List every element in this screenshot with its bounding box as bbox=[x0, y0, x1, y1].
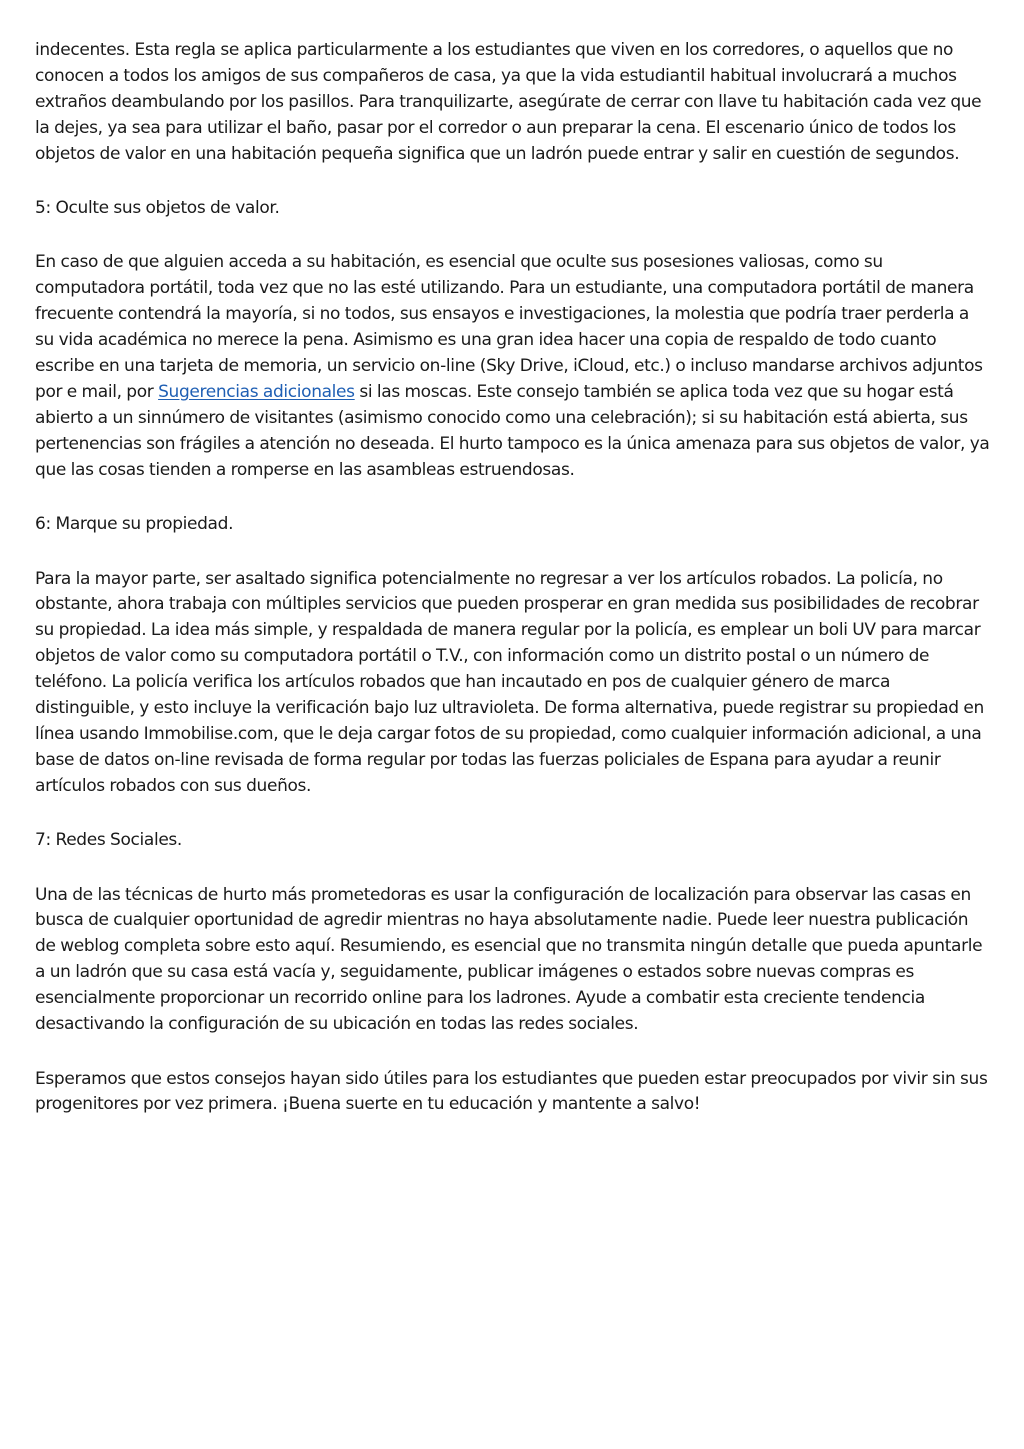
body-5-text-after-link: si las moscas. Este consejo también se aplica toda vez que su hogar está abierto a un sinnúmero de visitantes (asimismo conocido como una celebración); si su habitación está abierta, sus pertenencias son frágiles a atención no deseada. El hurto tampoco es la única amenaza para sus objetos de valor, ya que las cosas tienden a romperse en las asambleas estruendosas. bbox=[35, 381, 990, 480]
section-heading-7: 7: Redes Sociales. bbox=[35, 830, 182, 851]
intro-continued-paragraph: indecentes. Esta regla se aplica particularmente a los estudiantes que viven en los corredores, o aquellos que no conocen a todos los amigos de sus compañeros de casa, ya que la vida estudiantil habitual involucrará a muchos extraños deambulando por los pasillos. Para tranquilizarte, asegúrate de cerrar con llave tu habitación cada vez que la dejes, ya sea para utilizar el baño, pasar por el corredor o aun preparar la cena. El escenario único de todos los objetos de valor en una habitación pequeña significa que un ladrón puede entrar y salir en cuestión de segundos. bbox=[35, 40, 982, 164]
sugerencias-adicionales-link[interactable]: Sugerencias adicionales bbox=[158, 381, 355, 402]
section-body-5 bbox=[35, 250, 990, 483]
section-heading-6: 6: Marque su propiedad. bbox=[35, 514, 234, 535]
section-heading-5: 5: Oculte sus objetos de valor. bbox=[35, 198, 280, 219]
closing-paragraph: Esperamos que estos consejos hayan sido útiles para los estudiantes que pueden estar preocupados por vivir sin sus progenitores por vez primera. ¡Buena suerte en tu educación y mantente a salvo! bbox=[35, 1068, 988, 1115]
section-body-7: Una de las técnicas de hurto más prometedoras es usar la configuración de localización para observar las casas en busca de cualquier oportunidad de agredir mientras no haya absolutamente nadie. Puede leer nuestra publicación de weblog completa sobre esto aquí. Resumiendo, es esencial que no transmita ningún detalle que pueda apuntarle a un ladrón que su casa está vacía y, seguidamente, publicar imágenes o estados sobre nuevas compras es esencialmente proporcionar un recorrido online para los ladrones. Ayude a combatir esta creciente tendencia desactivando la configuración de su ubicación en todas las redes sociales. bbox=[35, 884, 983, 1035]
document-page bbox=[35, 38, 990, 1147]
body-5-text-before-link: En caso de que alguien acceda a su habitación, es esencial que oculte sus posesiones valiosas, como su computadora portátil, toda vez que no las esté utilizando. Para un estudiante, una computadora portátil de manera frecuente contendrá la mayoría, si no todos, sus ensayos e investigaciones, la molestia que podría traer perderla a su vida académica no merece la pena. Asimismo es una gran idea hacer una copia de respaldo de todo cuanto escribe en una tarjeta de memoria, un servicio on-line (Sky Drive, iCloud, etc.) o incluso mandarse archivos adjuntos por e mail, por bbox=[35, 252, 983, 402]
section-body-6: Para la mayor parte, ser asaltado significa potencialmente no regresar a ver los artículos robados. La policía, no obstante, ahora trabaja con múltiples servicios que pueden prosperar en gran medida sus posibilidades de recobrar su propiedad. La idea más simple, y respaldada de manera regular por la policía, es emplear un boli UV para marcar objetos de valor como su computadora portátil o T.V., con información como un distrito postal o un número de teléfono. La policía verifica los artículos robados que han incautado en pos de cualquier género de marca distinguible, y esto incluye la verificación bajo luz ultravioleta. De forma alternativa, puede registrar su propiedad en línea usando Immobilise.com, que le deja cargar fotos de su propiedad, como cualquier información adicional, a una base de datos on-line revisada de forma regular por todas las fuerzas policiales de Espana para ayudar a reunir artículos robados con sus dueños. bbox=[35, 568, 984, 796]
